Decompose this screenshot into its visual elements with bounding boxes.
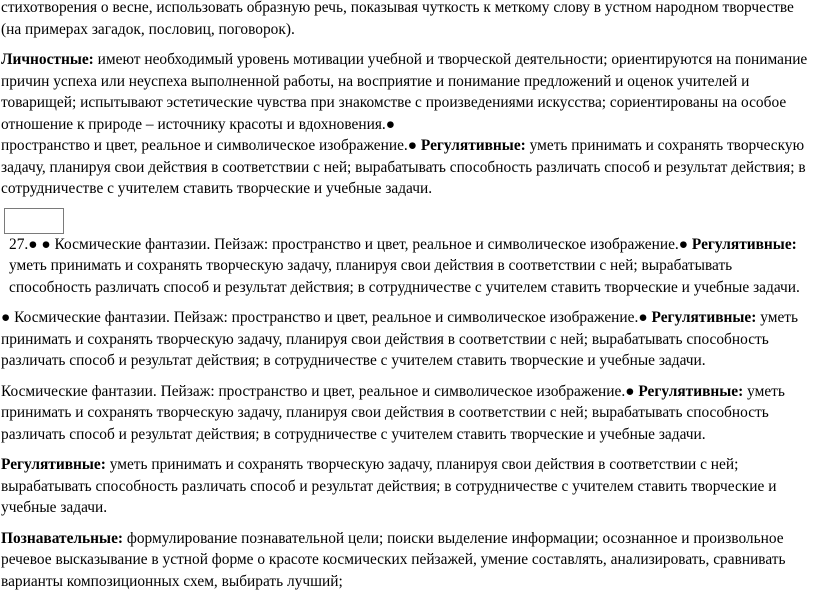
block2-number: 27. — [9, 236, 28, 253]
block4-reg-label: Регулятивные: — [638, 383, 743, 400]
block5-reg-text: уметь принимать и сохранять творческую задачу, планируя свои действия в соответствии с ней; вырабатывать способность различать способ и результат действия; в сотрудничестве с учителем ставить творческие и учебные задачи. — [1, 456, 776, 516]
intro-line-1: стихотворения о весне, использовать образную речь, показывая чуткость к меткому слову в устном народном творчестве — [1, 0, 794, 16]
cognitive-text: формулирование познавательной цели; поиски выделение информации; осознанное и произвольное речевое высказывание в устной форме о красоте космических пейзажей, умение составлять, анализировать, сравнивать варианты композиционных схем, выбирать лучший; — [1, 530, 786, 590]
block4-title: Космические фантазии. Пейзаж: пространство и цвет, реальное и символическое изображение. — [1, 383, 625, 400]
bullet-icon: ● — [28, 236, 37, 253]
block1-reg-text: уметь принимать и сохранять творческую задачу, планируя свои действия в соответствии с ней; вырабатывать способность различать способ и результат действия; в сотрудничестве с учителем ставить творческие и учебные задачи. — [1, 137, 806, 197]
personal-label: Личностные: — [1, 51, 94, 68]
block4-paragraph — [1, 381, 814, 446]
block3-title: Космические фантазии. Пейзаж: пространство и цвет, реальное и символическое изображение. — [10, 309, 638, 326]
bullet-icon: ● — [679, 236, 688, 253]
block2-paragraph — [1, 234, 814, 299]
block5-paragraph — [1, 454, 814, 519]
block5-reg-label: Регулятивные: — [1, 456, 106, 473]
intro-line-2: (на примерах загадок, пословиц, поговорок). — [1, 21, 295, 38]
block4-reg-text: уметь принимать и сохранять творческую задачу, планируя свои действия в соответствии с ней; вырабатывать способность различать способ и результат действия; в сотрудничестве с учителем ставить творческие и учебные задачи. — [1, 383, 785, 443]
block3-paragraph — [1, 307, 814, 372]
document-page — [1, 0, 814, 592]
personal-paragraph — [1, 49, 814, 200]
block2-reg-label: Регулятивные: — [692, 236, 797, 253]
block3-reg-text: уметь принимать и сохранять творческую задачу, планируя свои действия в соответствии с ней; вырабатывать способность различать способ и результат действия; в сотрудничестве с учителем ставить творческие и учебные задачи. — [1, 309, 798, 369]
bullet-icon: ● — [408, 137, 417, 154]
block1-reg-label: Регулятивные: — [421, 137, 526, 154]
bullet-icon: ● — [1, 309, 10, 326]
block3-reg-label: Регулятивные: — [652, 309, 757, 326]
intro-paragraph — [1, 0, 814, 40]
bullet-icon: ● — [625, 383, 634, 400]
personal-text: имеют необходимый уровень мотивации учебной и творческой деятельности; ориентируются на понимание причин успеха или неуспеха выполненной работы, на восприятие и понимание предложений и оценок учителей и товарищей; испытывают эстетические чувства при знакомстве с произведениями искусства; сориентированы на особое отношение к природе – источнику красоты и вдохновения. — [1, 51, 807, 133]
empty-table-cell — [4, 208, 64, 234]
bullet-icon: ● — [41, 236, 50, 253]
bullet-icon: ● — [638, 309, 647, 326]
block2-reg-text: уметь принимать и сохранять творческую задачу, планируя свои действия в соответствии с ней; вырабатывать способность различать способ и результат действия; в сотрудничестве с учителем ставить творческие и учебные задачи. — [9, 257, 800, 296]
bullet-icon: ● — [386, 116, 395, 133]
block2-title: Космические фантазии. Пейзаж: пространство и цвет, реальное и символическое изображение. — [51, 236, 679, 253]
cognitive-paragraph — [1, 528, 814, 592]
cognitive-label: Познавательные: — [1, 530, 123, 547]
block1-line-start: пространство и цвет, реальное и символическое изображение. — [1, 137, 408, 154]
